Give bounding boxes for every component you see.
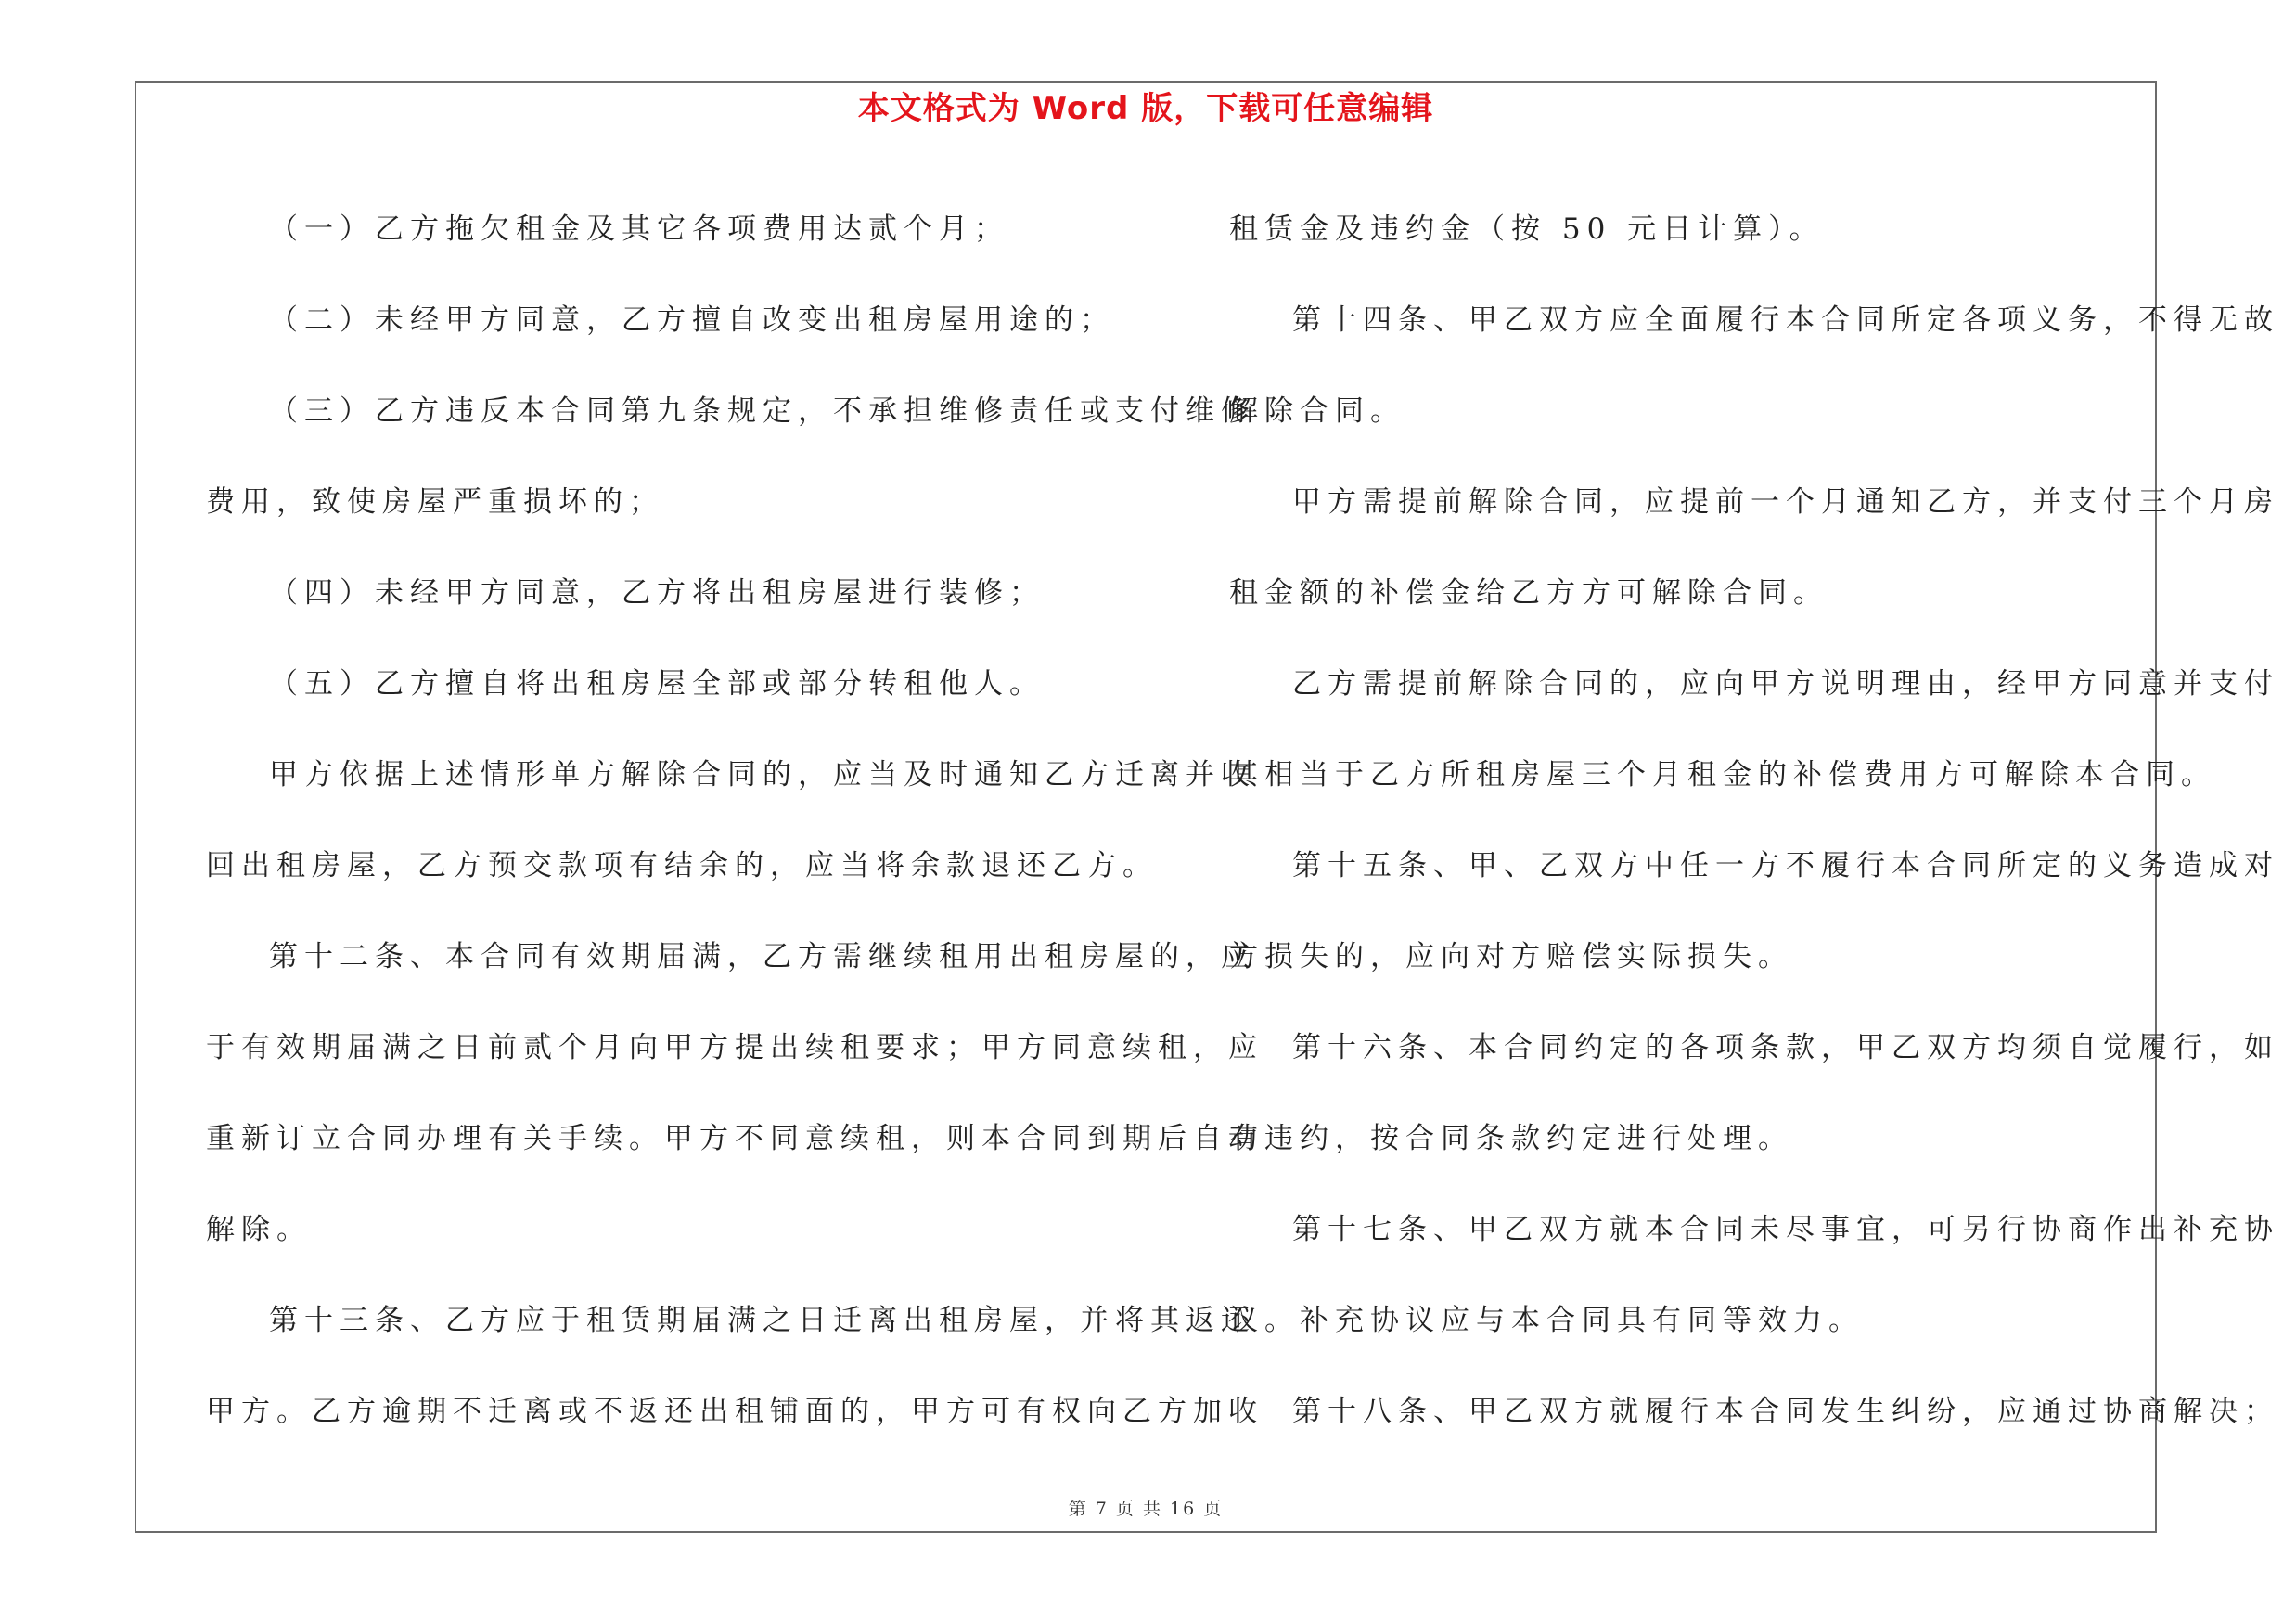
text-line: （二）未经甲方同意，乙方擅自改变出租房屋用途的； — [269, 303, 1115, 337]
text-line: 解除。 — [206, 1213, 312, 1246]
text-line: （一）乙方拖欠租金及其它各项费用达贰个月； — [269, 213, 1009, 246]
text-line: 甲方需提前解除合同，应提前一个月通知乙方，并支付三个月房 — [1292, 485, 2279, 519]
text-line: 第十四条、甲乙双方应全面履行本合同所定各项义务，不得无故 — [1292, 303, 2279, 337]
text-line: 第十五条、甲、乙双方中任一方不履行本合同所定的义务造成对 — [1292, 849, 2279, 882]
text-line: 费用，致使房屋严重损坏的； — [206, 485, 664, 519]
text-line: （四）未经甲方同意，乙方将出租房屋进行装修； — [269, 576, 1045, 610]
text-line: 回出租房屋，乙方预交款项有结余的，应当将余款退还乙方。 — [206, 849, 1158, 882]
right-column — [1229, 184, 2279, 1457]
text-line: 其相当于乙方所租房屋三个月租金的补偿费用方可解除本合同。 — [1229, 758, 2216, 792]
text-line: 第十二条、本合同有效期届满，乙方需继续租用出租房屋的，应 — [269, 940, 1256, 973]
left-column — [206, 184, 1263, 1457]
text-line: 第十六条、本合同约定的各项条款，甲乙双方均须自觉履行，如 — [1292, 1031, 2279, 1064]
text-line: 租赁金及违约金（按 50 元日计算）。 — [1229, 213, 1825, 246]
text-line: 甲方。乙方逾期不迁离或不返还出租铺面的，甲方可有权向乙方加收 — [206, 1395, 1263, 1428]
text-line: 议。补充协议应与本合同具有同等效力。 — [1229, 1304, 1864, 1337]
text-line: （五）乙方擅自将出租房屋全部或部分转租他人。 — [269, 667, 1045, 701]
text-line: 方损失的，应向对方赔偿实际损失。 — [1229, 940, 1793, 973]
text-line: 第十七条、甲乙双方就本合同未尽事宜，可另行协商作出补充协 — [1292, 1213, 2279, 1246]
text-line: 解除合同。 — [1229, 394, 1405, 428]
text-line: 甲方依据上述情形单方解除合同的，应当及时通知乙方迁离并收 — [269, 758, 1256, 792]
text-line: 第十三条、乙方应于租赁期届满之日迁离出租房屋，并将其返还 — [269, 1304, 1256, 1337]
text-line: 有违约，按合同条款约定进行处理。 — [1229, 1122, 1793, 1155]
text-line: （三）乙方违反本合同第九条规定，不承担维修责任或支付维修 — [269, 394, 1256, 428]
text-line: 重新订立合同办理有关手续。甲方不同意续租，则本合同到期后自动 — [206, 1122, 1263, 1155]
text-line: 于有效期届满之日前贰个月向甲方提出续租要求；甲方同意续租，应 — [206, 1031, 1263, 1064]
header-banner: 本文格式为 Word 版，下载可任意编辑 — [857, 90, 1434, 127]
text-line: 租金额的补偿金给乙方方可解除合同。 — [1229, 576, 1828, 610]
text-line: 第十八条、甲乙双方就履行本合同发生纠纷，应通过协商解决； — [1292, 1395, 2279, 1428]
page-number: 第 7 页 共 16 页 — [1068, 1499, 1224, 1519]
text-line: 乙方需提前解除合同的，应向甲方说明理由，经甲方同意并支付 — [1292, 667, 2279, 701]
